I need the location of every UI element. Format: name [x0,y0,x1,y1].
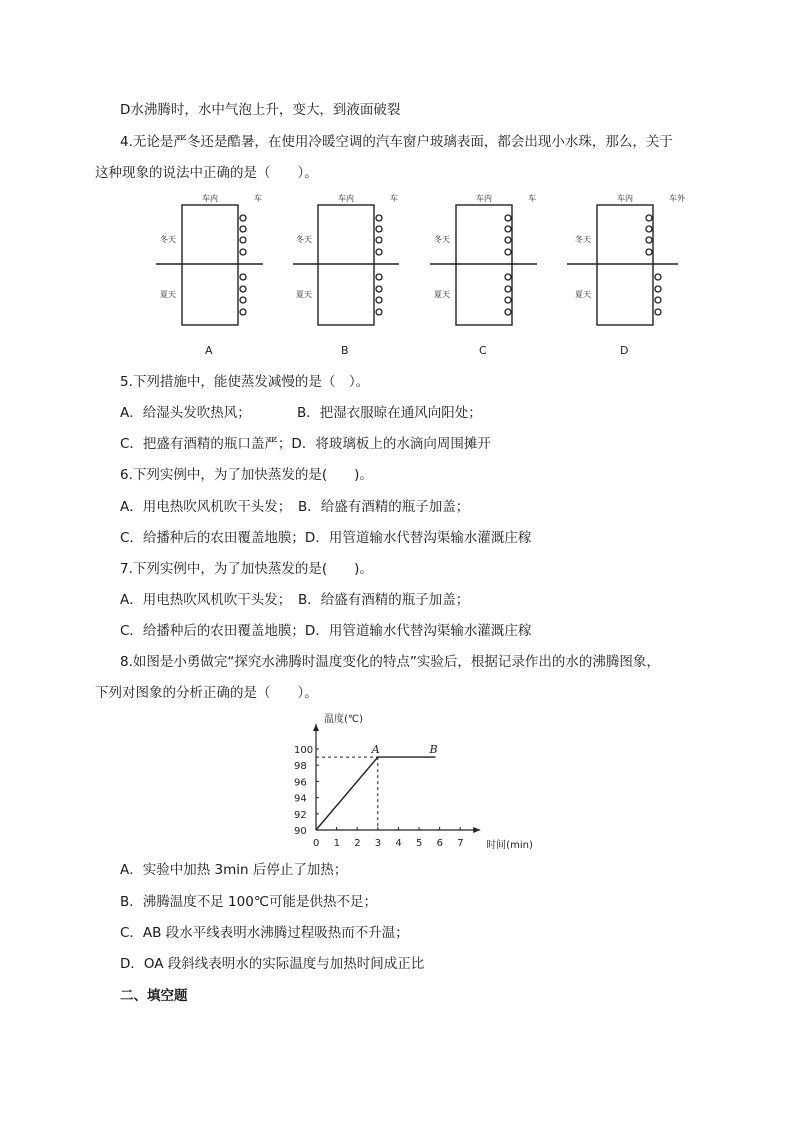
diagram-a-label-winter: 冬天 [160,235,176,244]
x-tick-label: 7 [457,838,464,849]
diagram-d-letter: D [620,344,629,357]
diagram-c-label-winter: 冬天 [434,235,450,244]
y-tick-label: 90 [294,826,307,837]
x-tick-label: 3 [374,838,382,849]
diagram-c-label-inside: 车内 [476,194,492,203]
y-tick-label: 98 [294,761,307,773]
q5-option-b: B．把湿衣服晾在通风向阳处； [297,405,482,421]
y-tick-label: 92 [294,809,307,821]
diagram-b-label-summer: 夏天 [296,290,312,299]
diagram-d-label-inside: 车内 [617,194,633,203]
diagram-c-letter: C [479,344,487,357]
y-tick-label: 94 [294,793,307,805]
x-tick-label: 2 [354,838,361,849]
x-tick-label: 5 [416,838,423,849]
q5-stem: 5.下列措施中，能使蒸发减慢的是（ ）。 [120,374,370,390]
q8-option-d: D．OA 段斜线表明水的实际温度与加热时间成正比 [120,956,425,972]
q6-options-cd: C．给播种后的农田覆盖地膜；D．用管道输水代替沟渠输水灌溉庄稼 [120,530,532,546]
q4-stem-line2: 这种现象的说法中正确的是（ ）。 [95,165,318,181]
q7-options-ab: A．用电热吹风机吹干头发； B．给盛有酒精的瓶子加盖； [120,592,470,608]
diagram-d-label-outside: 车外 [669,194,685,203]
y-tick-label: 100 [294,745,314,756]
y-tick-label: 96 [294,777,307,789]
point-label-b: B [429,743,438,757]
q8-option-c: C．AB 段水平线表明水沸腾过程吸热而不升温； [120,925,409,941]
diagram-c-label-outside: 车 [528,194,536,203]
q6-stem: 6.下列实例中，为了加快蒸发的是( )。 [120,467,373,483]
section-heading: 二、填空题 [120,988,188,1004]
q8-stem-line1: 8.如图是小勇做完“探究水沸腾时温度变化的特点”实验后，根据记录作出的水的沸腾图象， [120,654,660,670]
diagram-a-label-summer: 夏天 [160,290,176,299]
x-tick-label: 6 [436,838,443,849]
temperature-line [316,757,435,830]
x-axis-arrow [473,827,480,833]
x-axis-label: 时间(min) [486,840,533,851]
q5-options-cd: C．把盛有酒精的瓶口盖严；D．将玻璃板上的水滴向周围摊开 [120,436,491,452]
diagram-b-label-outside: 车 [390,194,398,203]
diagram-c-label-summer: 夏天 [434,290,450,299]
q7-stem: 7.下列实例中，为了加快蒸发的是( )。 [120,561,373,577]
diagram-d-label-winter: 冬天 [575,235,591,244]
y-axis-label: 温度(℃) [324,714,364,725]
diagram-b-label-winter: 冬天 [296,235,312,244]
diagram-d-label-summer: 夏天 [575,290,591,299]
q8-stem-line2: 下列对图象的分析正确的是（ ）。 [95,685,318,701]
q6-options-ab: A．用电热吹风机吹干头发； B．给盛有酒精的瓶子加盖； [120,499,470,515]
q8-option-b: B．沸腾温度不足 100℃可能是供热不足； [120,894,377,910]
point-label-a: A [371,743,380,757]
q5-option-a: A．给湿头发吹热风； [120,405,251,421]
diagram-b-letter: B [341,344,349,357]
diagram-a-letter: A [205,344,213,357]
diagram-a-label-outside: 车 [254,194,262,203]
q8-option-a: A．实验中加热 3min 后停止了加热； [120,862,348,878]
diagram-a-label-inside: 车内 [202,194,218,203]
y-axis-arrow [313,724,319,731]
q7-options-cd: C．给播种后的农田覆盖地膜；D．用管道输水代替沟渠输水灌溉庄稼 [120,623,532,639]
x-tick-label: 4 [395,838,402,849]
diagram-b-label-inside: 车内 [338,194,354,203]
x-tick-label: 0 [313,838,320,849]
x-tick-label: 1 [333,838,340,849]
q4-stem-line1: 4.无论是严冬还是酷暑，在使用冷暖空调的汽车窗户玻璃表面，都会出现小水珠，那么，关于 [120,134,673,150]
q3-option-d: D水沸腾时，水中气泡上升，变大，到液面破裂 [120,102,401,118]
